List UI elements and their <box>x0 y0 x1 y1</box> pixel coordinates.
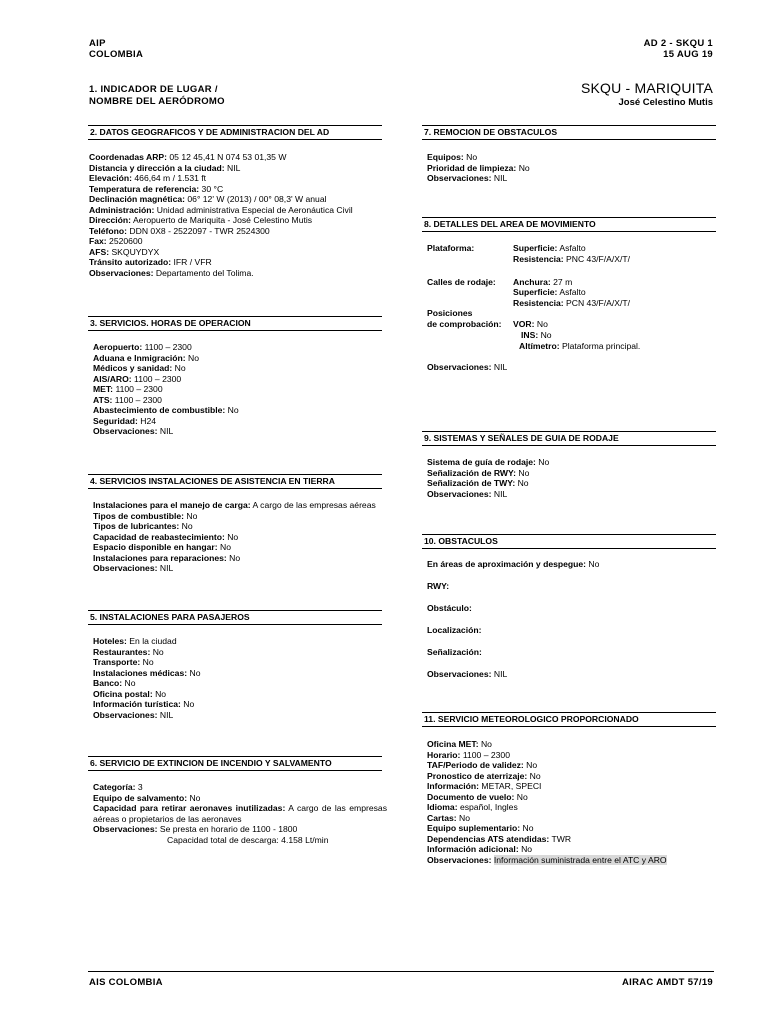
sec7-row: Equipos: No <box>427 152 478 162</box>
section-11-title: 11. SERVICIO METEOROLOGICO PROPORCIONADO <box>422 712 716 727</box>
sec10-areas: En áreas de aproximación y despegue: No <box>427 559 600 569</box>
sec8-plat-resistencia: Resistencia: PNC 43/F/A/X/T/ <box>513 254 631 264</box>
sec6-categoria: Categoría: 3 <box>93 782 143 792</box>
section-5-title: 5. INSTALACIONES PARA PASAJEROS <box>88 610 382 625</box>
sec8-calles-superficie: Superficie: Asfalto <box>513 287 586 297</box>
sec11-row: Dependencias ATS atendidas: TWR <box>427 833 572 844</box>
sec5-row: Oficina postal: No <box>93 688 167 699</box>
section-2-title: 2. DATOS GEOGRAFICOS Y DE ADMINISTRACION DEL AD <box>88 125 382 140</box>
sec8-posiciones-label: Posiciones <box>427 308 473 318</box>
section-8-title: 8. DETALLES DEL AREA DE MOVIMIENTO <box>422 217 716 232</box>
sec4-row: Observaciones: NIL <box>93 563 174 573</box>
footer-right: AIRAC AMDT 57/19 <box>621 977 713 988</box>
section-4-body <box>93 500 383 574</box>
sec11-row: Cartas: No <box>427 812 470 823</box>
sec8-comprobacion-label: de comprobación: <box>427 319 502 329</box>
sec8-vor: VOR: No <box>513 319 548 329</box>
section-4-title: 4. SERVICIOS INSTALACIONES DE ASISTENCIA EN TIERRA <box>88 474 382 489</box>
sec2-row: Elevación: 466,64 m / 1.531 ft <box>89 173 207 183</box>
sec5-row: Instalaciones médicas: No <box>93 667 201 678</box>
sec3-row: Médicos y sanidad: No <box>93 363 186 373</box>
section-7-body <box>427 152 717 184</box>
sec11-row: Información adicional: No <box>427 844 533 854</box>
sec5-row: Restaurantes: No <box>93 646 164 657</box>
section-9-body <box>427 457 717 499</box>
sec3-row: ATS: 1100 – 2300 <box>93 394 162 405</box>
sec8-observaciones: Observaciones: NIL <box>427 362 508 372</box>
section-5-body <box>93 636 383 720</box>
header-left <box>89 38 143 60</box>
sec6-capacidad: Capacidad para retirar aeronaves inutilizadas: A cargo de las empresas aéreas o propietarios de las aeronaves <box>93 803 387 824</box>
sec11-row: TAF/Periodo de validez: No <box>427 760 538 770</box>
sec11-row: Pronostico de aterrizaje: No <box>427 770 541 781</box>
sec3-row: Aduana e Inmigración: No <box>93 352 200 363</box>
section-2-body <box>89 152 389 278</box>
sec8-calles-resistencia: Resistencia: PCN 43/F/A/X/T/ <box>513 298 631 308</box>
sec10-obstaculo: Obstáculo: <box>427 603 472 613</box>
sec11-row: Oficina MET: No <box>427 739 492 749</box>
sec2-row: Distancia y dirección a la ciudad: NIL <box>89 162 241 173</box>
sec3-row: Observaciones: NIL <box>93 426 174 436</box>
sec6-observaciones: Observaciones: Se presta en horario de 1100 - 1800 <box>93 824 298 834</box>
section-7-title: 7. REMOCION DE OBSTACULOS <box>422 125 716 140</box>
sec4-row: Instalaciones para el manejo de carga: A cargo de las empresas aéreas <box>93 500 376 510</box>
sec4-row: Espacio disponible en hangar: No <box>93 542 232 552</box>
sec3-row: Abastecimiento de combustible: No <box>93 405 239 415</box>
sec2-row: Tránsito autorizado: IFR / VFR <box>89 257 212 267</box>
sec2-row: Declinación magnética: 06° 12' W (2013) / 00° 08,3' W anual <box>89 194 327 204</box>
sec7-row: Prioridad de limpieza: No <box>427 162 530 173</box>
sec10-localizacion: Localización: <box>427 625 482 635</box>
header-doc-ref: AD 2 - SKQU 1 <box>643 38 713 49</box>
sec11-row: Equipo suplementario: No <box>427 823 534 833</box>
sec11-row: Horario: 1100 – 2300 <box>427 749 510 760</box>
sec11-observaciones-value: Información suministrada entre el ATC y ARO <box>493 854 667 865</box>
title-airport-code: SKQU - MARIQUITA <box>580 80 713 96</box>
sec8-calles-label: Calles de rodaje: <box>427 277 496 287</box>
sec8-plat-superficie: Superficie: Asfalto <box>513 243 586 253</box>
header-right <box>513 38 713 60</box>
sec4-row: Capacidad de reabastecimiento: No <box>93 531 239 542</box>
sec5-row: Hoteles: En la ciudad <box>93 636 177 646</box>
sec10-senalizacion: Señalización: <box>427 647 482 657</box>
sec2-row: Dirección: Aeropuerto de Mariquita - José Celestino Mutis <box>89 215 313 225</box>
title-line2: NOMBRE DEL AERÓDROMO <box>89 96 225 107</box>
sec5-row: Información turística: No <box>93 699 195 709</box>
sec7-row: Observaciones: NIL <box>427 173 508 183</box>
sec2-row: Teléfono: DDN 0X8 - 2522097 - TWR 2524300 <box>89 225 270 236</box>
sec8-ins: INS: No <box>521 330 552 340</box>
sec8-calles-anchura: Anchura: 27 m <box>513 277 573 287</box>
sec2-row: Temperatura de referencia: 30 °C <box>89 183 224 194</box>
sec5-row: Transporte: No <box>93 657 154 667</box>
sec3-row: AIS/ARO: 1100 – 2300 <box>93 373 182 384</box>
section-6-body <box>93 782 387 845</box>
sec4-row: Tipos de lubricantes: No <box>93 521 193 531</box>
sec9-row: Sistema de guía de rodaje: No <box>427 457 550 467</box>
title-indicador <box>89 84 225 108</box>
sec8-plataforma-label: Plataforma: <box>427 243 475 253</box>
sec10-observaciones: Observaciones: NIL <box>427 669 508 679</box>
section-3-body <box>93 342 383 437</box>
sec3-row: Seguridad: H24 <box>93 415 157 426</box>
sec6-capacidad-descarga: Capacidad total de descarga: 4.158 Lt/min <box>167 834 329 845</box>
sec2-row: Administración: Unidad administrativa Especial de Aeronáutica Civil <box>89 204 353 215</box>
header-date: 15 AUG 19 <box>663 49 713 60</box>
section-11-body <box>427 739 717 865</box>
footer-left: AIS COLOMBIA <box>89 977 163 988</box>
sec9-row: Señalización de RWY: No <box>427 467 530 478</box>
sec2-row: AFS: SKQUYDYX <box>89 246 160 257</box>
sec2-row: Observaciones: Departamento del Tolima. <box>89 267 254 278</box>
header-country: COLOMBIA <box>89 49 144 60</box>
sec4-row: Instalaciones para reparaciones: No <box>93 552 241 563</box>
sec9-row: Señalización de TWY: No <box>427 478 529 488</box>
sec11-row: Documento de vuelo: No <box>427 791 528 802</box>
sec9-row: Observaciones: NIL <box>427 488 508 499</box>
section-3-title: 3. SERVICIOS. HORAS DE OPERACION <box>88 316 382 331</box>
sec11-observaciones: Observaciones: Información suministrada entre el ATC y ARO <box>427 854 667 865</box>
sec2-row: Coordenadas ARP: 05 12 45,41 N 074 53 01,35 W <box>89 152 287 162</box>
section-6-title: 6. SERVICIO DE EXTINCION DE INCENDIO Y SALVAMENTO <box>88 756 382 771</box>
title-line1: 1. INDICADOR DE LUGAR / <box>89 84 218 95</box>
title-airport-name: José Celestino Mutis <box>618 97 713 108</box>
sec5-row: Banco: No <box>93 678 136 688</box>
footer-divider <box>88 971 714 972</box>
header-aip: AIP <box>89 38 106 49</box>
sec6-equipo: Equipo de salvamento: No <box>93 792 201 803</box>
section-10-title: 10. OBSTACULOS <box>422 534 716 549</box>
sec4-row: Tipos de combustible: No <box>93 510 198 521</box>
sec3-row: MET: 1100 – 2300 <box>93 384 163 394</box>
sec11-row: Información: METAR, SPECI <box>427 781 542 791</box>
sec3-row: Aeropuerto: 1100 – 2300 <box>93 342 192 352</box>
sec2-row: Fax: 2520600 <box>89 236 143 246</box>
sec8-altimetro: Altímetro: Plataforma principal. <box>519 341 641 351</box>
section-9-title: 9. SISTEMAS Y SEÑALES DE GUIA DE RODAJE <box>422 431 716 446</box>
sec11-row: Idioma: español, Ingles <box>427 802 518 812</box>
sec5-row: Observaciones: NIL <box>93 709 174 720</box>
sec10-rwy: RWY: <box>427 581 450 591</box>
